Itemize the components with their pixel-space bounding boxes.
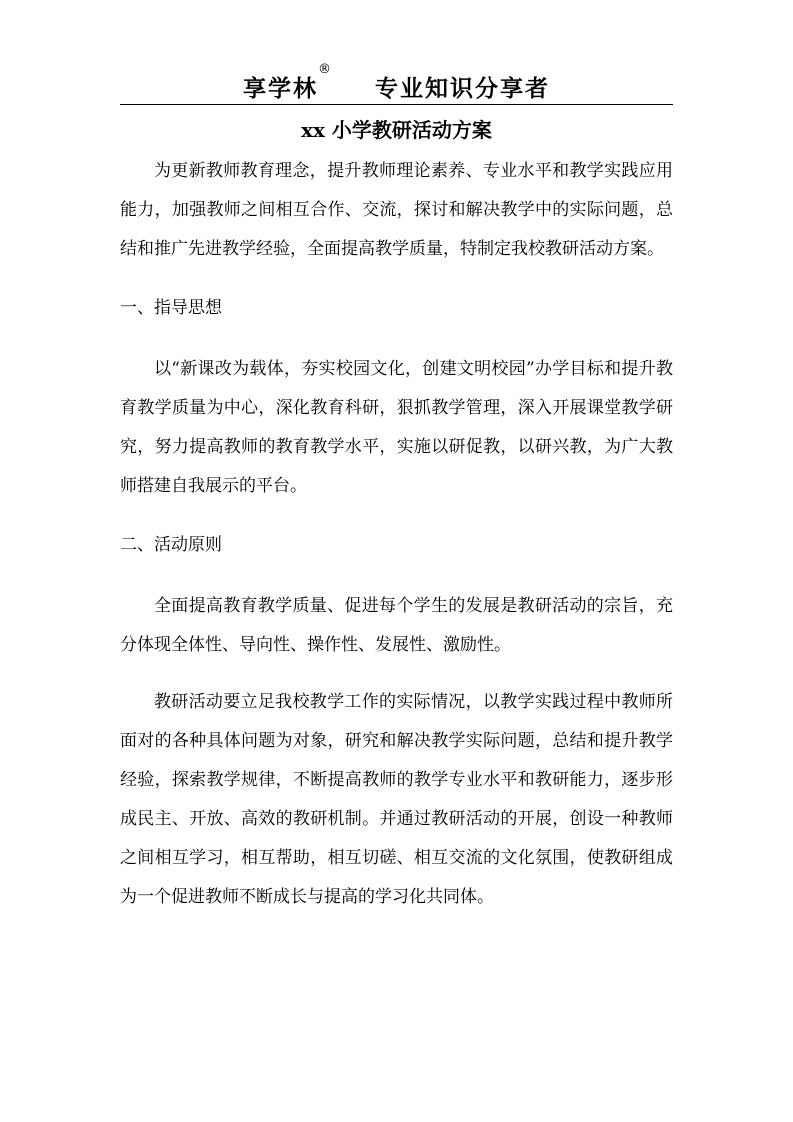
section-heading-activity-principles: 二、活动原则 [120,535,222,555]
registered-mark: ® [318,62,331,77]
activity-principles-paragraph-1: 全面提高教育教学质量、促进每个学生的发展是教研活动的宗旨，充分体现全体性、导向性、操作性、发展性、激励性。 [120,596,673,655]
activity-principles-paragraph-2: 教研活动要立足我校教学工作的实际情况，以教学实践过程中教师所面对的各种具体问题为对象，研究和解决教学实际问题，总结和提升教学经验，探索教学规律，不断提高教师的教学专业水平和教研能力，逐步形成民主、开放、高效的教研机制。并通过教研活动的开展，创设一种教师之间相互学习，相互帮助，相互切磋、相互交流的文化氛围，使教研组成为一个促进教师不断成长与提高的学习化共同体。 [120,692,673,907]
section-heading-guiding-ideology: 一、指导思想 [120,298,222,318]
guiding-ideology-paragraph: 以“新课改为载体，夯实校园文化，创建文明校园”办学目标和提升教育教学质量为中心，深化教育科研，狠抓教学管理，深入开展课堂教学研究，努力提高教师的教育教学水平，实施以研促教，以研兴教，为广大教师搭建自我展示的平台。 [120,359,673,496]
brand-slogan: 专业知识分享者 [375,76,550,102]
header-divider [120,104,673,105]
document-title: xx 小学教研活动方案 [301,118,492,142]
brand-name: 享学林 [243,76,318,102]
intro-paragraph: 为更新教师教育理念，提升教师理论素养、专业水平和教学实践应用能力，加强教师之间相互合作、交流，探讨和解决教学中的实际问题，总结和推广先进教学经验，全面提高教学质量，特制定我校教研活动方案。 [120,161,673,259]
document-body [120,152,673,917]
page-header [0,62,793,102]
